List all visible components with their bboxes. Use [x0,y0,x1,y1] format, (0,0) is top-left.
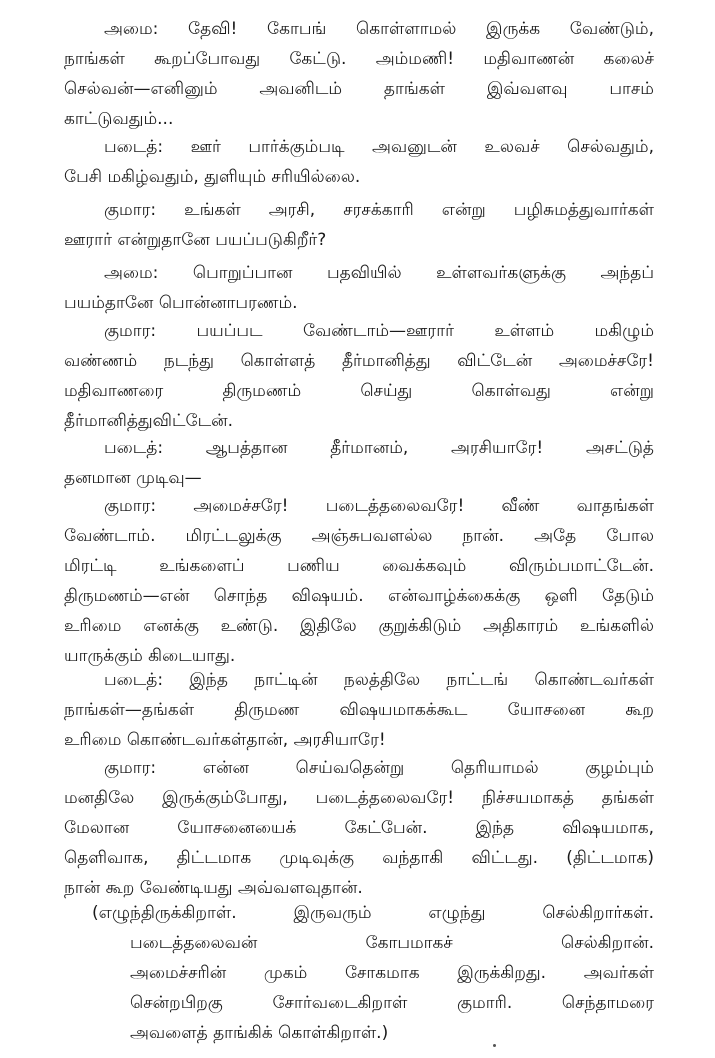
text-line: அமை: பொறுப்பான பதவியில் உள்ளவர்களுக்கு அந்தப் [104,263,654,283]
text-line: படைத்: ஊர் பார்க்கும்படி அவனுடன் உலவச் செல்வதும், [104,137,654,157]
text-line: அமை: தேவி! கோபங் கொள்ளாமல் இருக்க வேண்டும், [104,19,654,39]
text-line: குமார: என்ன செய்வதென்று தெரியாமல் குழம்பும் [104,758,654,778]
text-line: வண்ணம் நடந்து கொள்ளத் தீர்மானித்து விட்டேன் அமைச்சரே! [64,351,654,371]
text-line: தீர்மானித்துவிட்டேன். [64,411,234,431]
text-line: படைத்தலைவன் கோபமாகச் செல்கிறான். [130,933,654,953]
text-line: பயம்தானே பொன்னாபரணம். [64,293,298,313]
text-line: குமார: பயப்பட வேண்டாம்—ஊரார் உள்ளம் மகிழும் [104,321,654,341]
text-line: தனமான முடிவு— [64,468,202,488]
stage-direction [92,898,654,1048]
text-line: உரிமை எனக்கு உண்டு. இதிலே குறுக்கிடும் அதிகாரம் உங்களில் [64,616,654,636]
text-line: மிரட்டி உங்களைப் பணிய வைக்கவும் விரும்பமாட்டேன். [64,556,654,576]
dialogue-paragraph [64,491,654,671]
text-line: (எழுந்திருக்கிறாள். இருவரும் எழுந்து செல்கிறார்கள். [92,903,654,923]
text-line: அமைச்சரின் முகம் சோகமாக இருக்கிறது. அவர்கள் [130,963,654,983]
text-line: வேண்டாம். மிரட்டலுக்கு அஞ்சுபவளல்ல நான். அதே போல [64,526,654,546]
scan-speck [493,1044,496,1047]
text-line: சென்றபிறகு சோர்வடைகிறாள் குமாரி. செந்தாமரை [130,993,654,1013]
dialogue-paragraph [64,195,654,255]
text-line: நான் கூற வேண்டியது அவ்வளவுதான். [64,878,363,898]
text-line: அவளைத் தாங்கிக் கொள்கிறாள்.) [130,1023,389,1043]
text-line: நாங்கள் கூறப்போவது கேட்டு. அம்மணி! மதிவாணன் கலைச் [64,49,654,69]
text-line: திருமணம்—என் சொந்த விஷயம். என்வாழ்க்கைக்கு ஒளி தேடும் [64,586,654,606]
text-line: தெளிவாக, திட்டமாக முடிவுக்கு வந்தாகி விட்டது. (திட்டமாக) [64,848,654,868]
text-line: பேசி மகிழ்வதும், துளியும் சரியில்லை. [64,167,361,187]
text-line: நாங்கள்—தங்கள் திருமண விஷயமாகக்கூட யோசனை கூற [64,700,654,720]
dialogue-paragraph [64,665,654,755]
text-line: மேலான யோசனையைக் கேட்பேன். இந்த விஷயமாக, [64,818,654,838]
dialogue-paragraph [64,433,654,493]
dialogue-paragraph [64,132,654,192]
text-line: உரிமை கொண்டவர்கள்தான், அரசியாரே! [64,730,386,750]
text-line: குமார: அமைச்சரே! படைத்தலைவரே! வீண் வாதங்கள் [104,496,654,516]
text-line: யாருக்கும் கிடையாது. [64,646,236,666]
text-line: மதிவாணரை திருமணம் செய்து கொள்வது என்று [64,381,654,401]
text-line: ஊரார் என்றுதானே பயப்படுகிறீர்? [64,230,327,250]
text-line: மனதிலே இருக்கும்போது, படைத்தலைவரே! நிச்சயமாகத் தங்கள் [64,788,654,808]
text-line: படைத்: இந்த நாட்டின் நலத்திலே நாட்டங் கொண்டவர்கள் [104,670,654,690]
text-line: செல்வன்—எனினும் அவனிடம் தாங்கள் இவ்வளவு பாசம் [64,79,654,99]
dialogue-paragraph [64,258,654,318]
text-line: குமார: உங்கள் அரசி, சரசக்காரி என்று பழிசுமத்துவார்கள் [104,200,654,220]
dialogue-paragraph [64,316,654,436]
dialogue-paragraph [64,753,654,903]
text-line: படைத்: ஆபத்தான தீர்மானம், அரசியாரே! அசட்டுத் [104,438,654,458]
text-line: காட்டுவதும்... [64,109,174,129]
dialogue-paragraph [64,14,654,134]
